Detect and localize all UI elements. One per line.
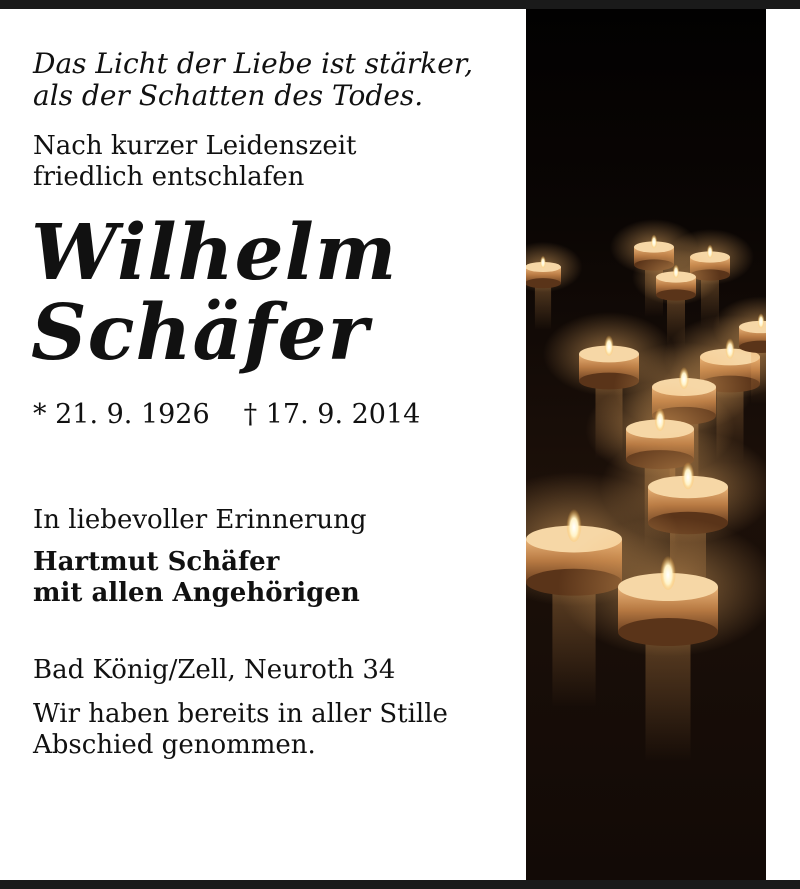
intro-text xyxy=(33,131,513,193)
address: Bad König/Zell, Neuroth 34 xyxy=(33,655,396,685)
mourners-line-2: mit allen Angehörigen xyxy=(33,578,360,608)
intro-line-2: friedlich entschlafen xyxy=(33,162,305,192)
first-name: Wilhelm xyxy=(31,208,398,298)
motto xyxy=(33,48,513,112)
motto-line-2: als der Schatten des Todes. xyxy=(33,79,424,112)
last-name: Schäfer xyxy=(31,288,370,378)
farewell-line-2: Abschied genommen. xyxy=(33,730,316,760)
intro-line-1: Nach kurzer Leidenszeit xyxy=(33,131,357,161)
mourners xyxy=(33,547,513,609)
death-date: † 17. 9. 2014 xyxy=(243,399,421,430)
birth-date: * 21. 9. 1926 xyxy=(33,399,210,430)
farewell-note xyxy=(33,699,513,761)
bottom-border xyxy=(0,880,800,889)
mourners-line-1: Hartmut Schäfer xyxy=(33,547,280,577)
deceased-name xyxy=(31,208,513,378)
farewell-line-1: Wir haben bereits in aller Stille xyxy=(33,699,448,729)
candles-photo xyxy=(526,9,766,880)
life-dates xyxy=(33,399,513,431)
memory-line: In liebevoller Erinnerung xyxy=(33,505,367,535)
motto-line-1: Das Licht der Liebe ist stärker, xyxy=(33,47,474,80)
candles-illustration xyxy=(526,9,766,880)
top-border xyxy=(0,0,800,9)
text-column xyxy=(33,48,513,761)
